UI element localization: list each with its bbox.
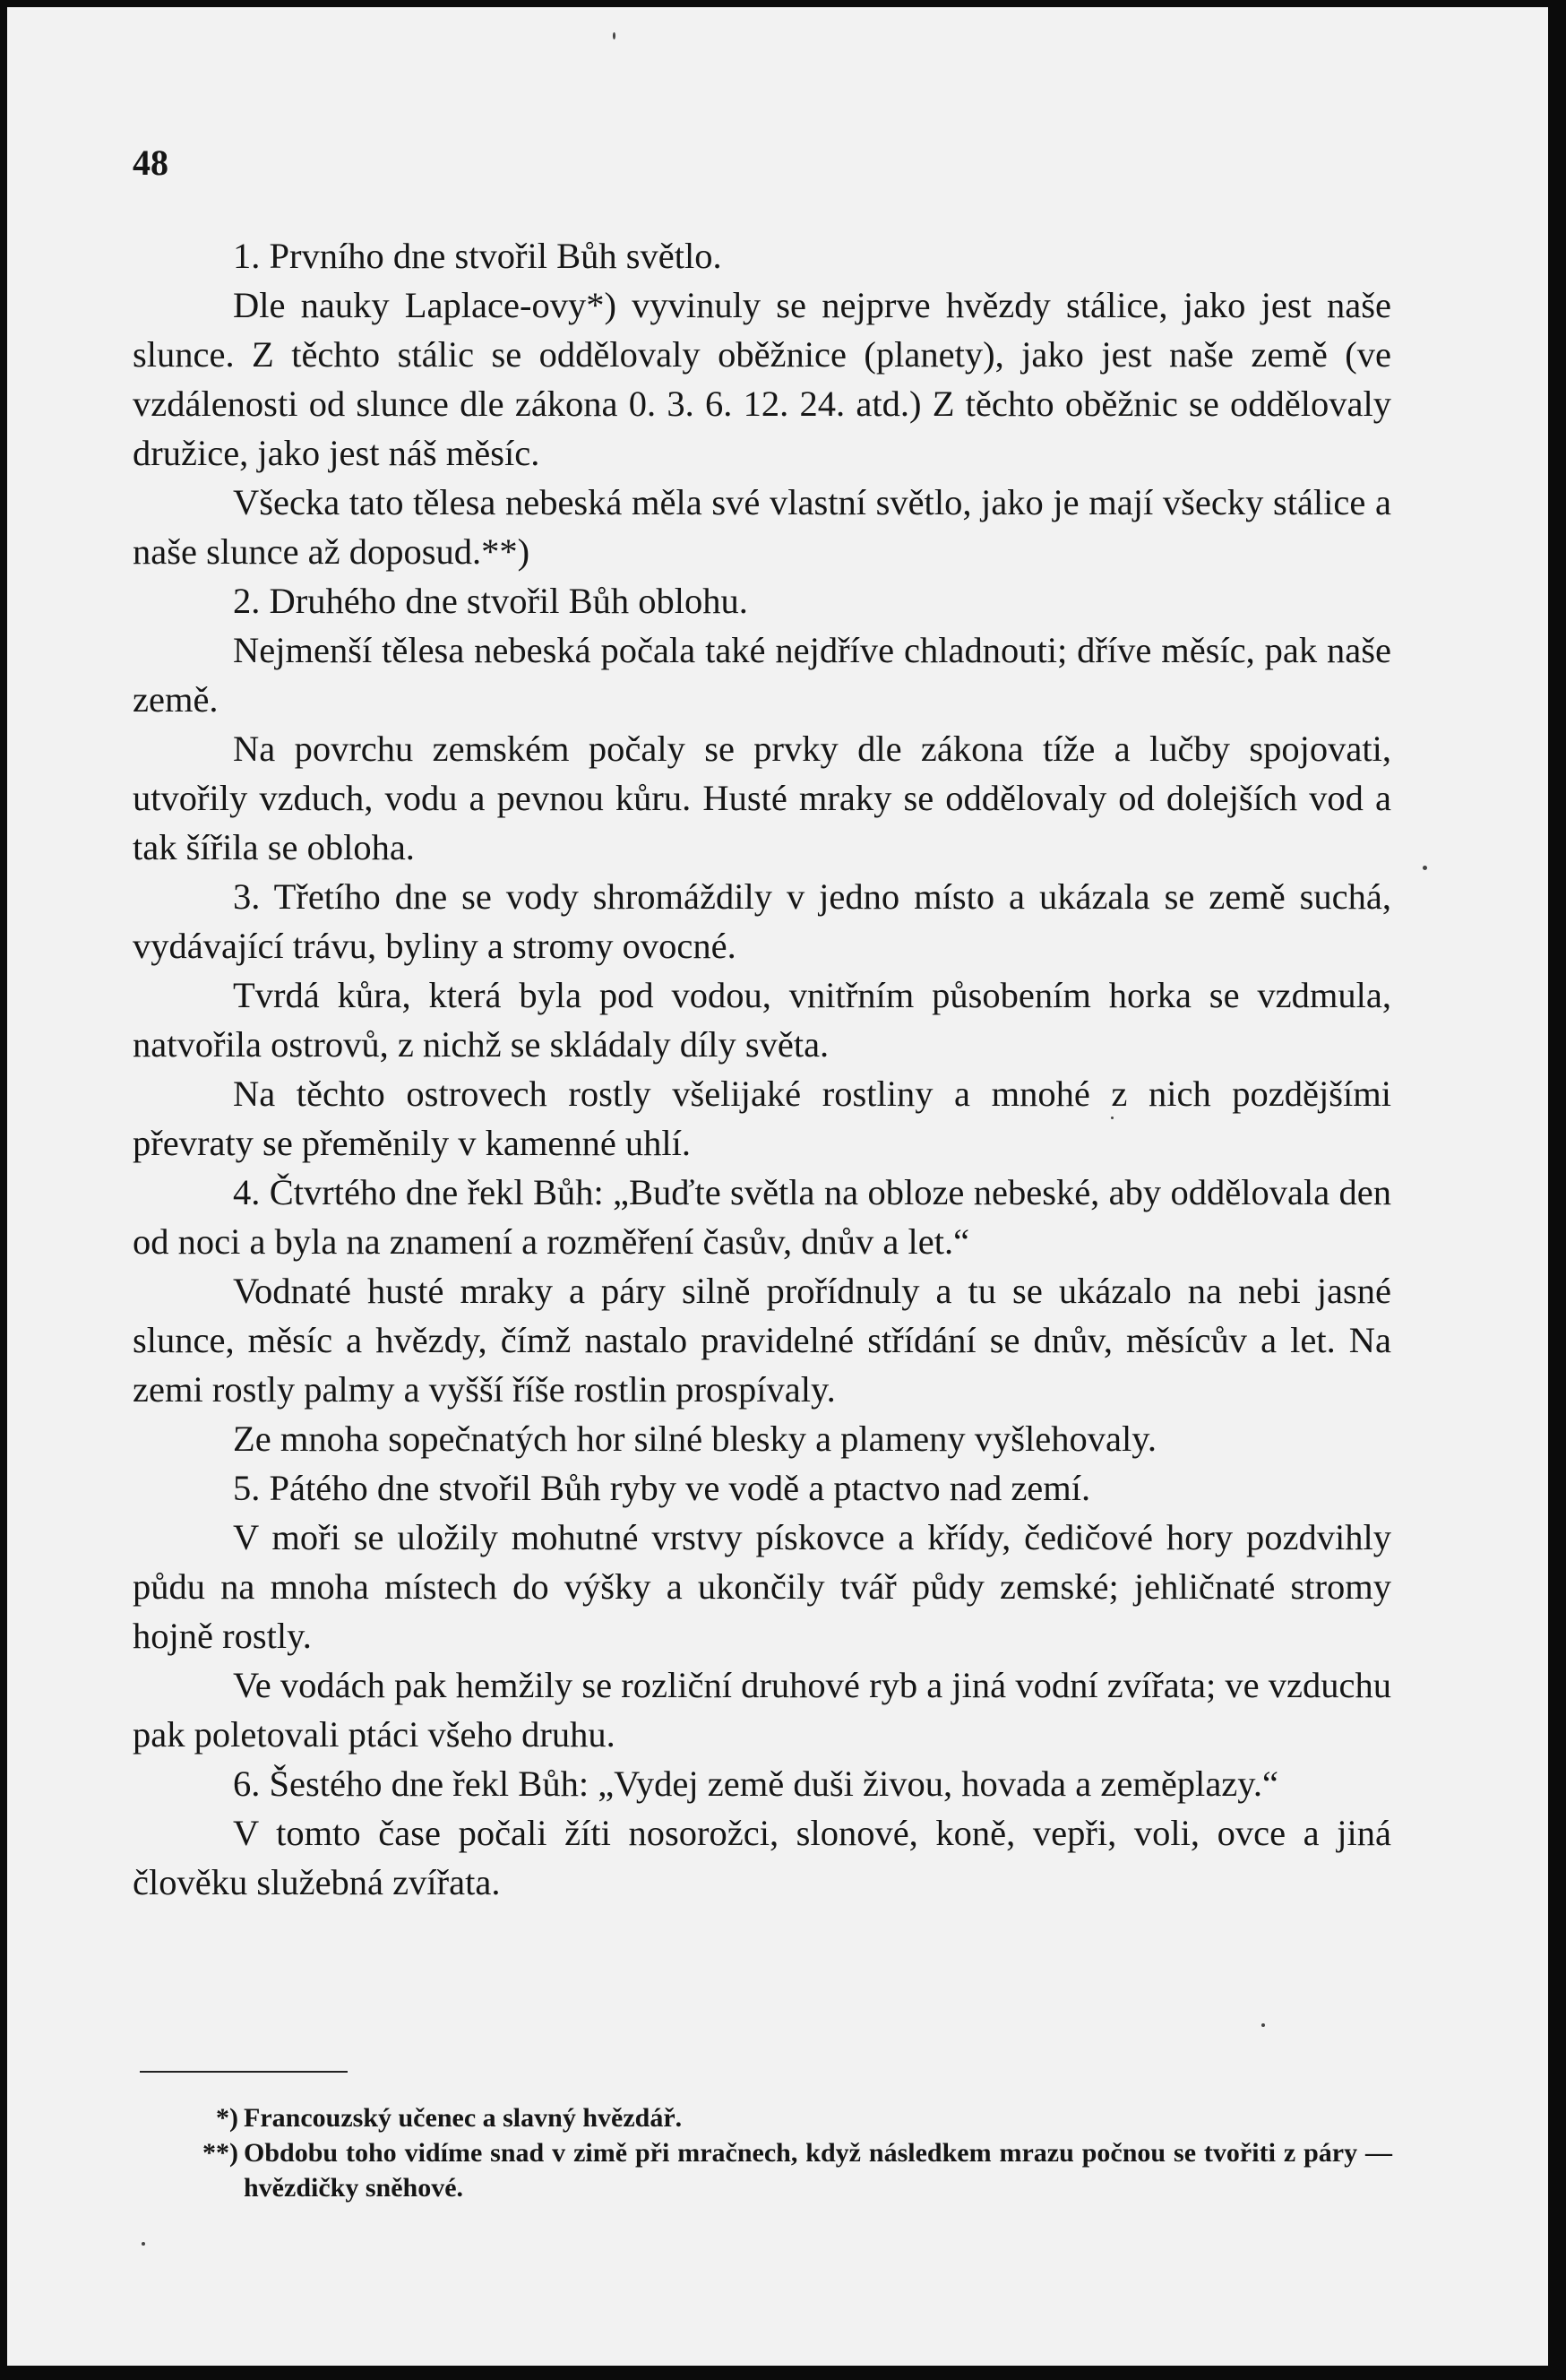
page-number: 48 — [133, 142, 168, 183]
scan-speck — [1423, 866, 1427, 870]
paragraph: V tomto čase počali žíti nosorožci, slonové, koně, vepři, voli, ovce a jiná člověku služebná zvířata. — [133, 1813, 1391, 1902]
footnote — [183, 2100, 1392, 2135]
paragraph: Ze mnoha sopečnatých hor silné blesky a plameny vyšlehovaly. — [233, 1419, 1157, 1459]
scan-speck — [613, 32, 615, 39]
paragraph: Ve vodách pak hemžily se rozliční druhové ryb a jiná vodní zvířata; ve vzduchu pak poletovali ptáci všeho druhu. — [133, 1665, 1391, 1755]
paragraph: 6. Šestého dne řekl Bůh: „Vydej země duši živou, hovada a zeměplazy.“ — [233, 1763, 1278, 1804]
paragraph: 1. Prvního dne stvořil Bůh světlo. — [233, 236, 722, 276]
footnotes — [183, 2100, 1392, 2205]
paragraph: V moři se uložily mohutné vrstvy pískovce a křídy, čedičové hory pozdvihly půdu na mnoha místech do výšky a ukončily tvář půdy zemské; jehličnaté stromy hojně rostly. — [133, 1517, 1391, 1656]
paragraph: Vodnaté husté mraky a páry silně prořídnuly a tu se ukázalo na nebi jasné slunce, měsíc a hvězdy, čímž nastalo pravidelné střídání se dnův, měsícův a let. Na zemi rostly palmy a vyšší říše rostlin prospívaly. — [133, 1271, 1391, 1410]
footnote-text: Obdobu toho vidíme snad v zimě při mračnech, když následkem mrazu počnou se tvořiti z páry — hvězdičky sněhové. — [244, 2138, 1392, 2203]
paragraph: 3. Třetího dne se vody shromáždily v jedno místo a ukázala se země suchá, vydávající trávu, byliny a stromy ovocné. — [133, 876, 1391, 966]
footnote-mark: **) — [202, 2138, 238, 2168]
scan-speck — [142, 2242, 145, 2246]
paragraph: 5. Pátého dne stvořil Bůh ryby ve vodě a ptactvo nad zemí. — [233, 1468, 1091, 1508]
footnote-mark: *) — [216, 2103, 238, 2133]
paragraph: 2. Druhého dne stvořil Bůh oblohu. — [233, 581, 748, 621]
footnote — [183, 2135, 1392, 2205]
paragraph: Dle nauky Laplace-ovy*) vyvinuly se nejprve hvězdy stálice, jako jest naše slunce. Z těchto stálic se oddělovaly oběžnice (planety), jako jest naše země (ve vzdálenosti od slunce dle zákona 0. 3. 6. 12. 24. atd.) Z těchto oběžnic se oddělovaly družice, jako jest náš měsíc. — [133, 285, 1391, 473]
footnote-text: Francouzský učenec a slavný hvězdář. — [244, 2103, 683, 2133]
scan-speck — [1261, 2023, 1265, 2027]
paragraph: Všecka tato tělesa nebeská měla své vlastní světlo, jako je mají všecky stálice a naše slunce až doposud.**) — [133, 482, 1391, 572]
paragraph: 4. Čtvrtého dne řekl Bůh: „Buďte světla na obloze nebeské, aby oddělovala den od noci a byla na znamení a rozměření časův, dnův a let.“ — [133, 1172, 1391, 1262]
book-page — [7, 7, 1548, 2366]
paragraph: Na povrchu zemském počaly se prvky dle zákona tíže a lučby spojovati, utvořily vzduch, vodu a pevnou kůru. Husté mraky se oddělovaly od dolejších vod a tak šířila se obloha. — [133, 729, 1391, 867]
body-text — [133, 231, 1391, 1907]
paragraph: Na těchto ostrovech rostly všelijaké rostliny a mnohé z nich pozdějšími převraty se přeměnily v kamenné uhlí. — [133, 1074, 1391, 1163]
paragraph: Nejmenší tělesa nebeská počala také nejdříve chladnouti; dříve měsíc, pak naše země. — [133, 630, 1391, 720]
footnote-divider — [140, 2071, 348, 2073]
paragraph: Tvrdá kůra, která byla pod vodou, vnitřním působením horka se vzdmula, natvořila ostrovů, z nichž se skládaly díly světa. — [133, 975, 1391, 1065]
scan-speck — [1111, 1117, 1114, 1119]
